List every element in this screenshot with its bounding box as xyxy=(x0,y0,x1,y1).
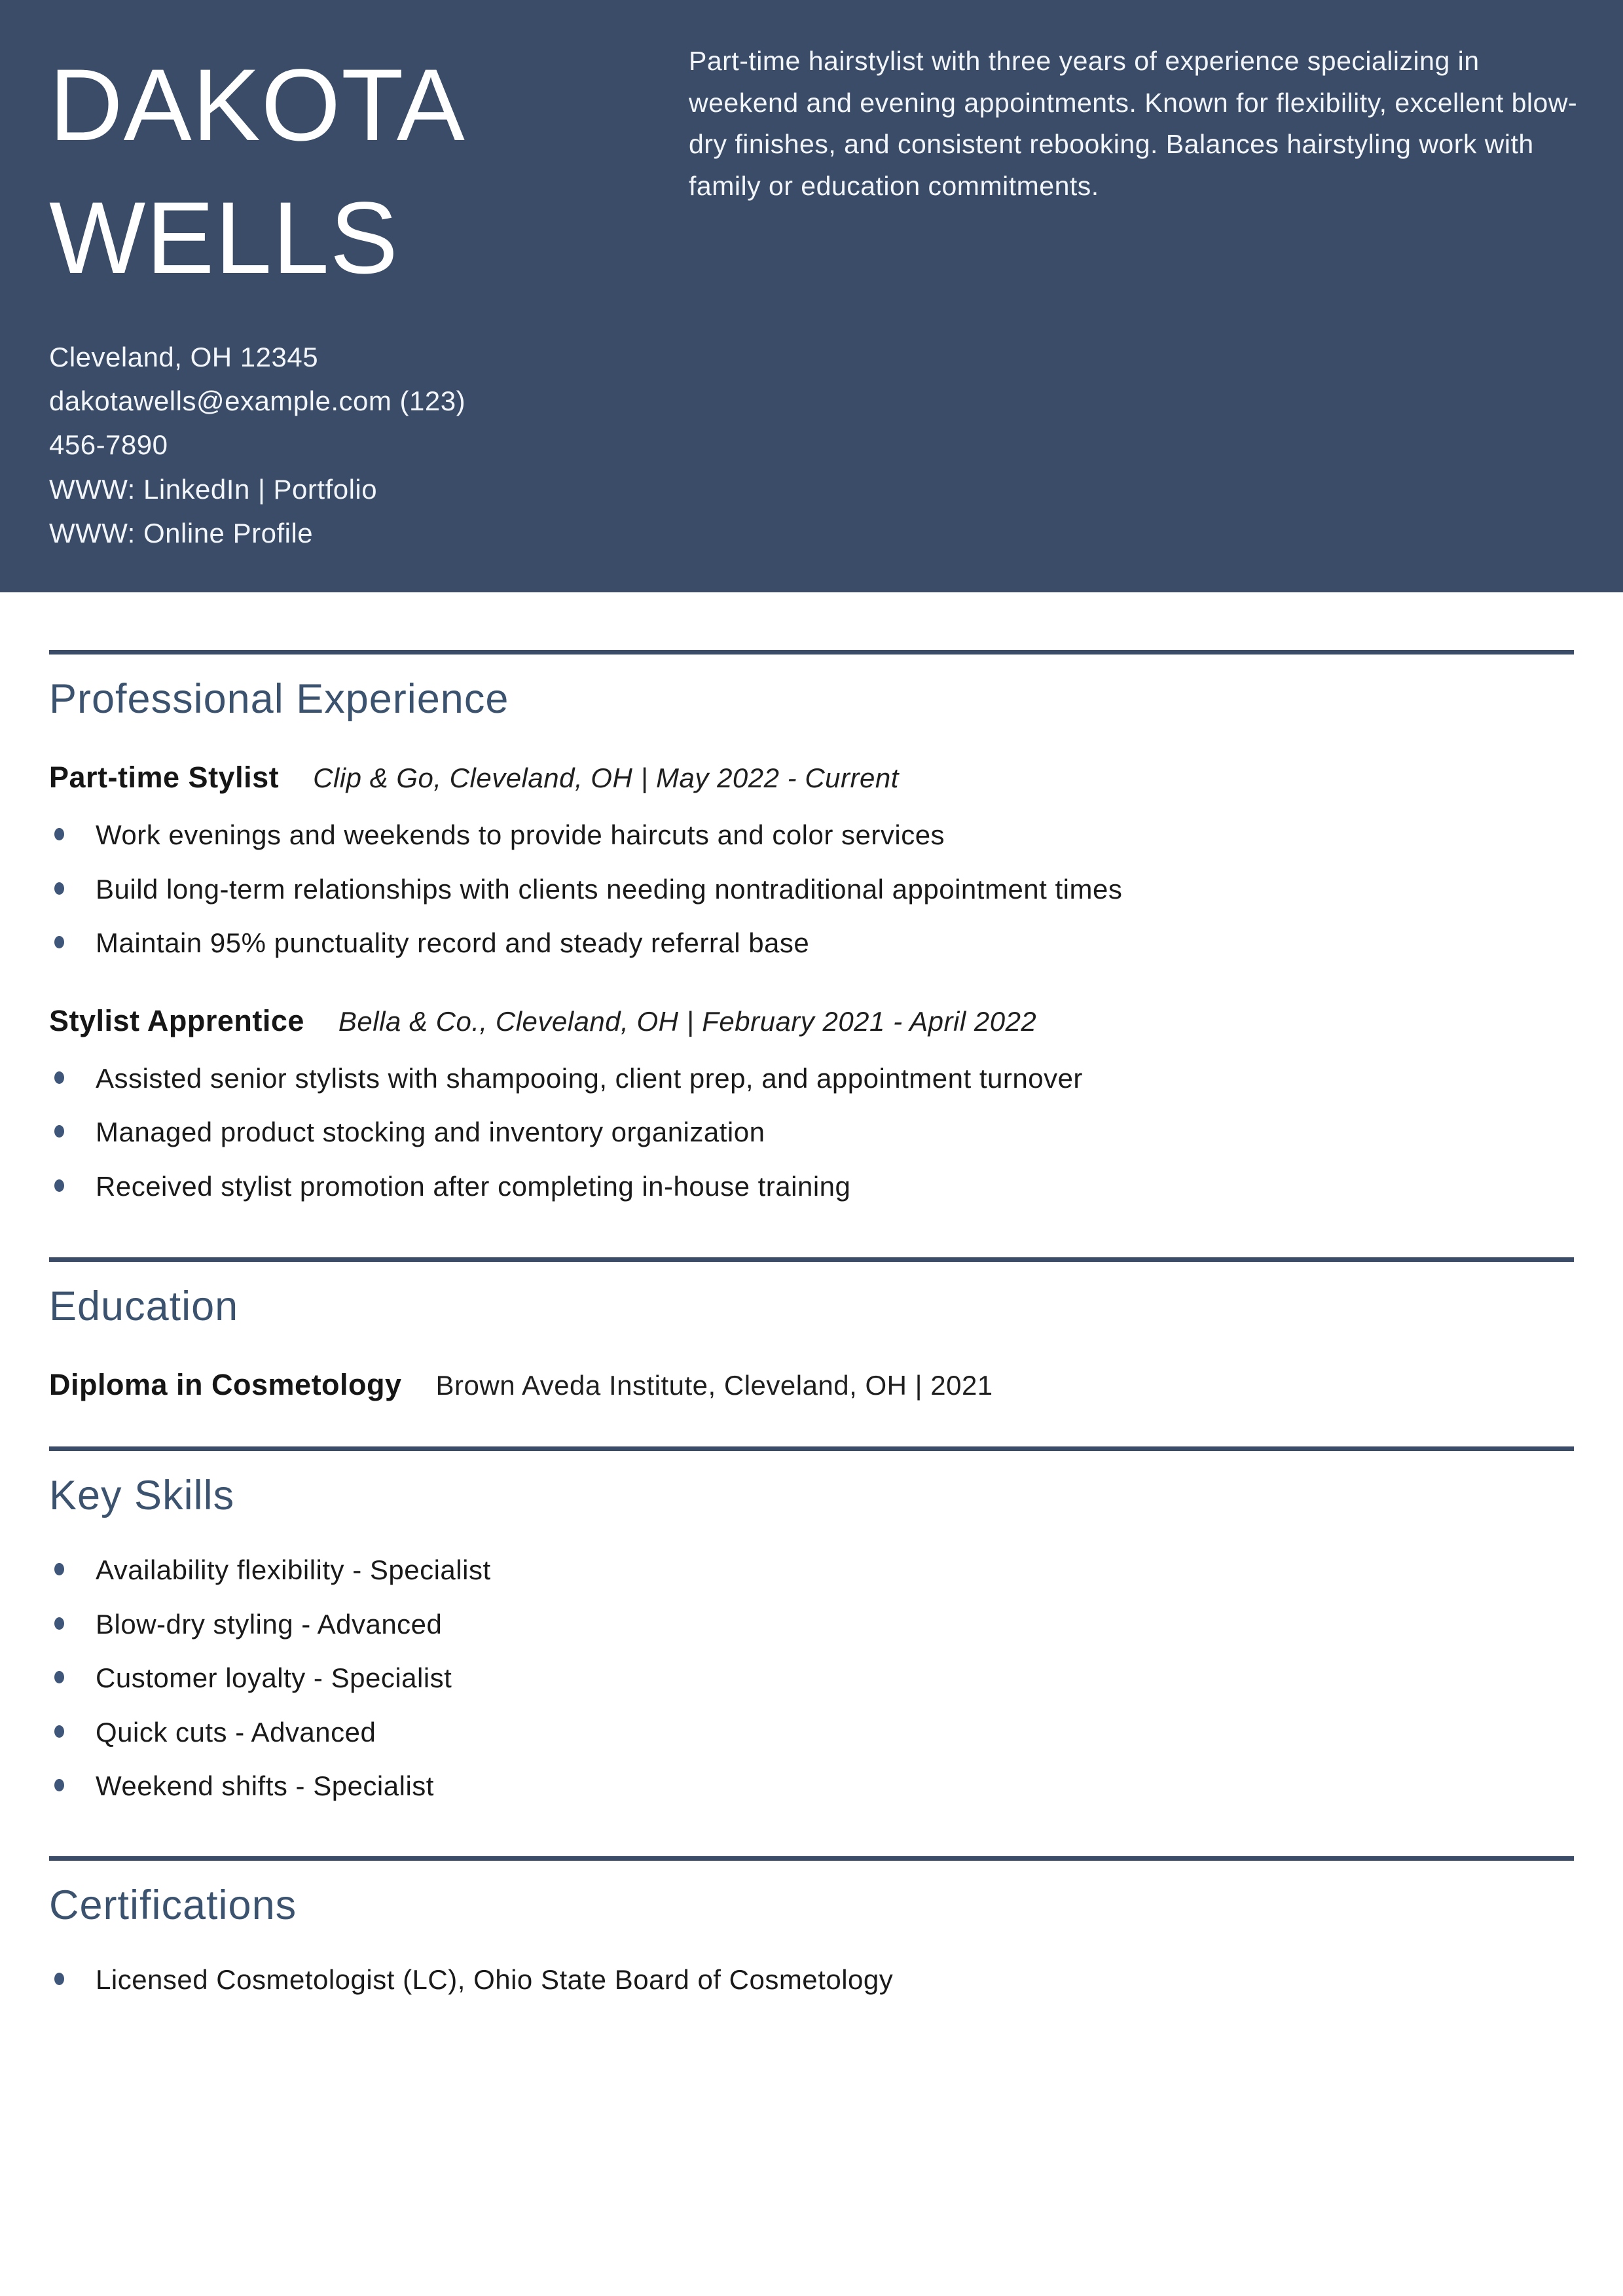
contact-location: Cleveland, OH 12345 xyxy=(49,342,319,372)
bullet-icon xyxy=(54,1125,64,1138)
list-item xyxy=(49,1661,1574,1696)
contact-block xyxy=(49,335,465,555)
bullet-icon xyxy=(54,936,64,948)
contact-phone: 456-7890 xyxy=(49,429,168,461)
bullet-text: Assisted senior stylists with shampooing, client prep, and appointment turnover xyxy=(96,1062,1083,1094)
list-item xyxy=(49,1715,1574,1750)
bullet-icon xyxy=(54,1617,64,1630)
contact-online-profile: WWW: Online Profile xyxy=(49,517,314,548)
skills-list xyxy=(49,1553,1574,1804)
list-item xyxy=(49,1062,1574,1096)
skill-text: Customer loyalty - Specialist xyxy=(96,1662,452,1693)
candidate-name-line2: WELLS xyxy=(49,181,399,295)
education-entry xyxy=(49,1368,1574,1402)
bullet-text: Maintain 95% punctuality record and steady referral base xyxy=(96,927,810,958)
degree-title: Diploma in Cosmetology xyxy=(49,1368,402,1401)
candidate-name-line1: DAKOTA xyxy=(49,48,465,162)
list-item xyxy=(49,872,1574,907)
section-title-education: Education xyxy=(49,1283,239,1329)
bullet-text: Managed product stocking and inventory organization xyxy=(96,1117,765,1147)
section-title-certifications: Certifications xyxy=(49,1882,297,1928)
certifications-list xyxy=(49,1963,1574,1998)
bullet-icon xyxy=(54,1725,64,1738)
bullet-text: Received stylist promotion after completing in-house training xyxy=(96,1170,851,1202)
bullet-icon xyxy=(54,1779,64,1791)
skill-text: Quick cuts - Advanced xyxy=(96,1716,376,1748)
section-divider xyxy=(49,1257,1574,1262)
job-entry-header xyxy=(49,761,1574,795)
candidate-name xyxy=(49,39,465,305)
education-meta: Brown Aveda Institute, Cleveland, OH | 2021 xyxy=(435,1370,993,1401)
list-item xyxy=(49,1170,1574,1204)
job-meta: Clip & Go, Cleveland, OH | May 2022 - Current xyxy=(313,762,899,793)
certification-text: Licensed Cosmetologist (LC), Ohio State Board of Cosmetology xyxy=(96,1964,894,1995)
section-title-skills: Key Skills xyxy=(49,1473,235,1518)
list-item xyxy=(49,1769,1574,1804)
list-item xyxy=(49,926,1574,961)
skill-text: Weekend shifts - Specialist xyxy=(96,1770,434,1801)
header-band xyxy=(0,0,1623,592)
job-bullet-list xyxy=(49,818,1574,961)
resume-body xyxy=(49,650,1574,1997)
bullet-icon xyxy=(54,1973,64,1985)
bullet-icon xyxy=(54,1563,64,1575)
bullet-icon xyxy=(54,1179,64,1192)
list-item xyxy=(49,1553,1574,1588)
bullet-text: Build long-term relationships with clients needing nontraditional appointment times xyxy=(96,873,1123,905)
bullet-icon xyxy=(54,1671,64,1683)
section-divider xyxy=(49,650,1574,655)
job-meta: Bella & Co., Cleveland, OH | February 2021 - April 2022 xyxy=(338,1005,1037,1037)
list-item xyxy=(49,1607,1574,1642)
summary-text: Part-time hairstylist with three years of experience specializing in weekend and evening appointments. Known for flexibility, excellent blow-dry finishes, and consistent rebooking. Balances hairstyling work with family or education commitments. xyxy=(689,46,1578,201)
job-title: Part-time Stylist xyxy=(49,761,280,794)
section-divider xyxy=(49,1446,1574,1451)
bullet-text: Work evenings and weekends to provide haircuts and color services xyxy=(96,819,945,850)
bullet-icon xyxy=(54,1071,64,1084)
job-entry-header xyxy=(49,1004,1574,1038)
section-title-experience: Professional Experience xyxy=(49,676,509,722)
list-item xyxy=(49,818,1574,853)
list-item xyxy=(49,1963,1574,1998)
skill-text: Availability flexibility - Specialist xyxy=(96,1554,491,1585)
bullet-icon xyxy=(54,882,64,895)
job-title: Stylist Apprentice xyxy=(49,1003,304,1037)
contact-links: WWW: LinkedIn | Portfolio xyxy=(49,473,378,505)
job-bullet-list xyxy=(49,1062,1574,1204)
section-divider xyxy=(49,1856,1574,1861)
list-item xyxy=(49,1115,1574,1150)
contact-email: dakotawells@example.com (123) xyxy=(49,386,466,417)
skill-text: Blow-dry styling - Advanced xyxy=(96,1608,443,1640)
bullet-icon xyxy=(54,828,64,840)
